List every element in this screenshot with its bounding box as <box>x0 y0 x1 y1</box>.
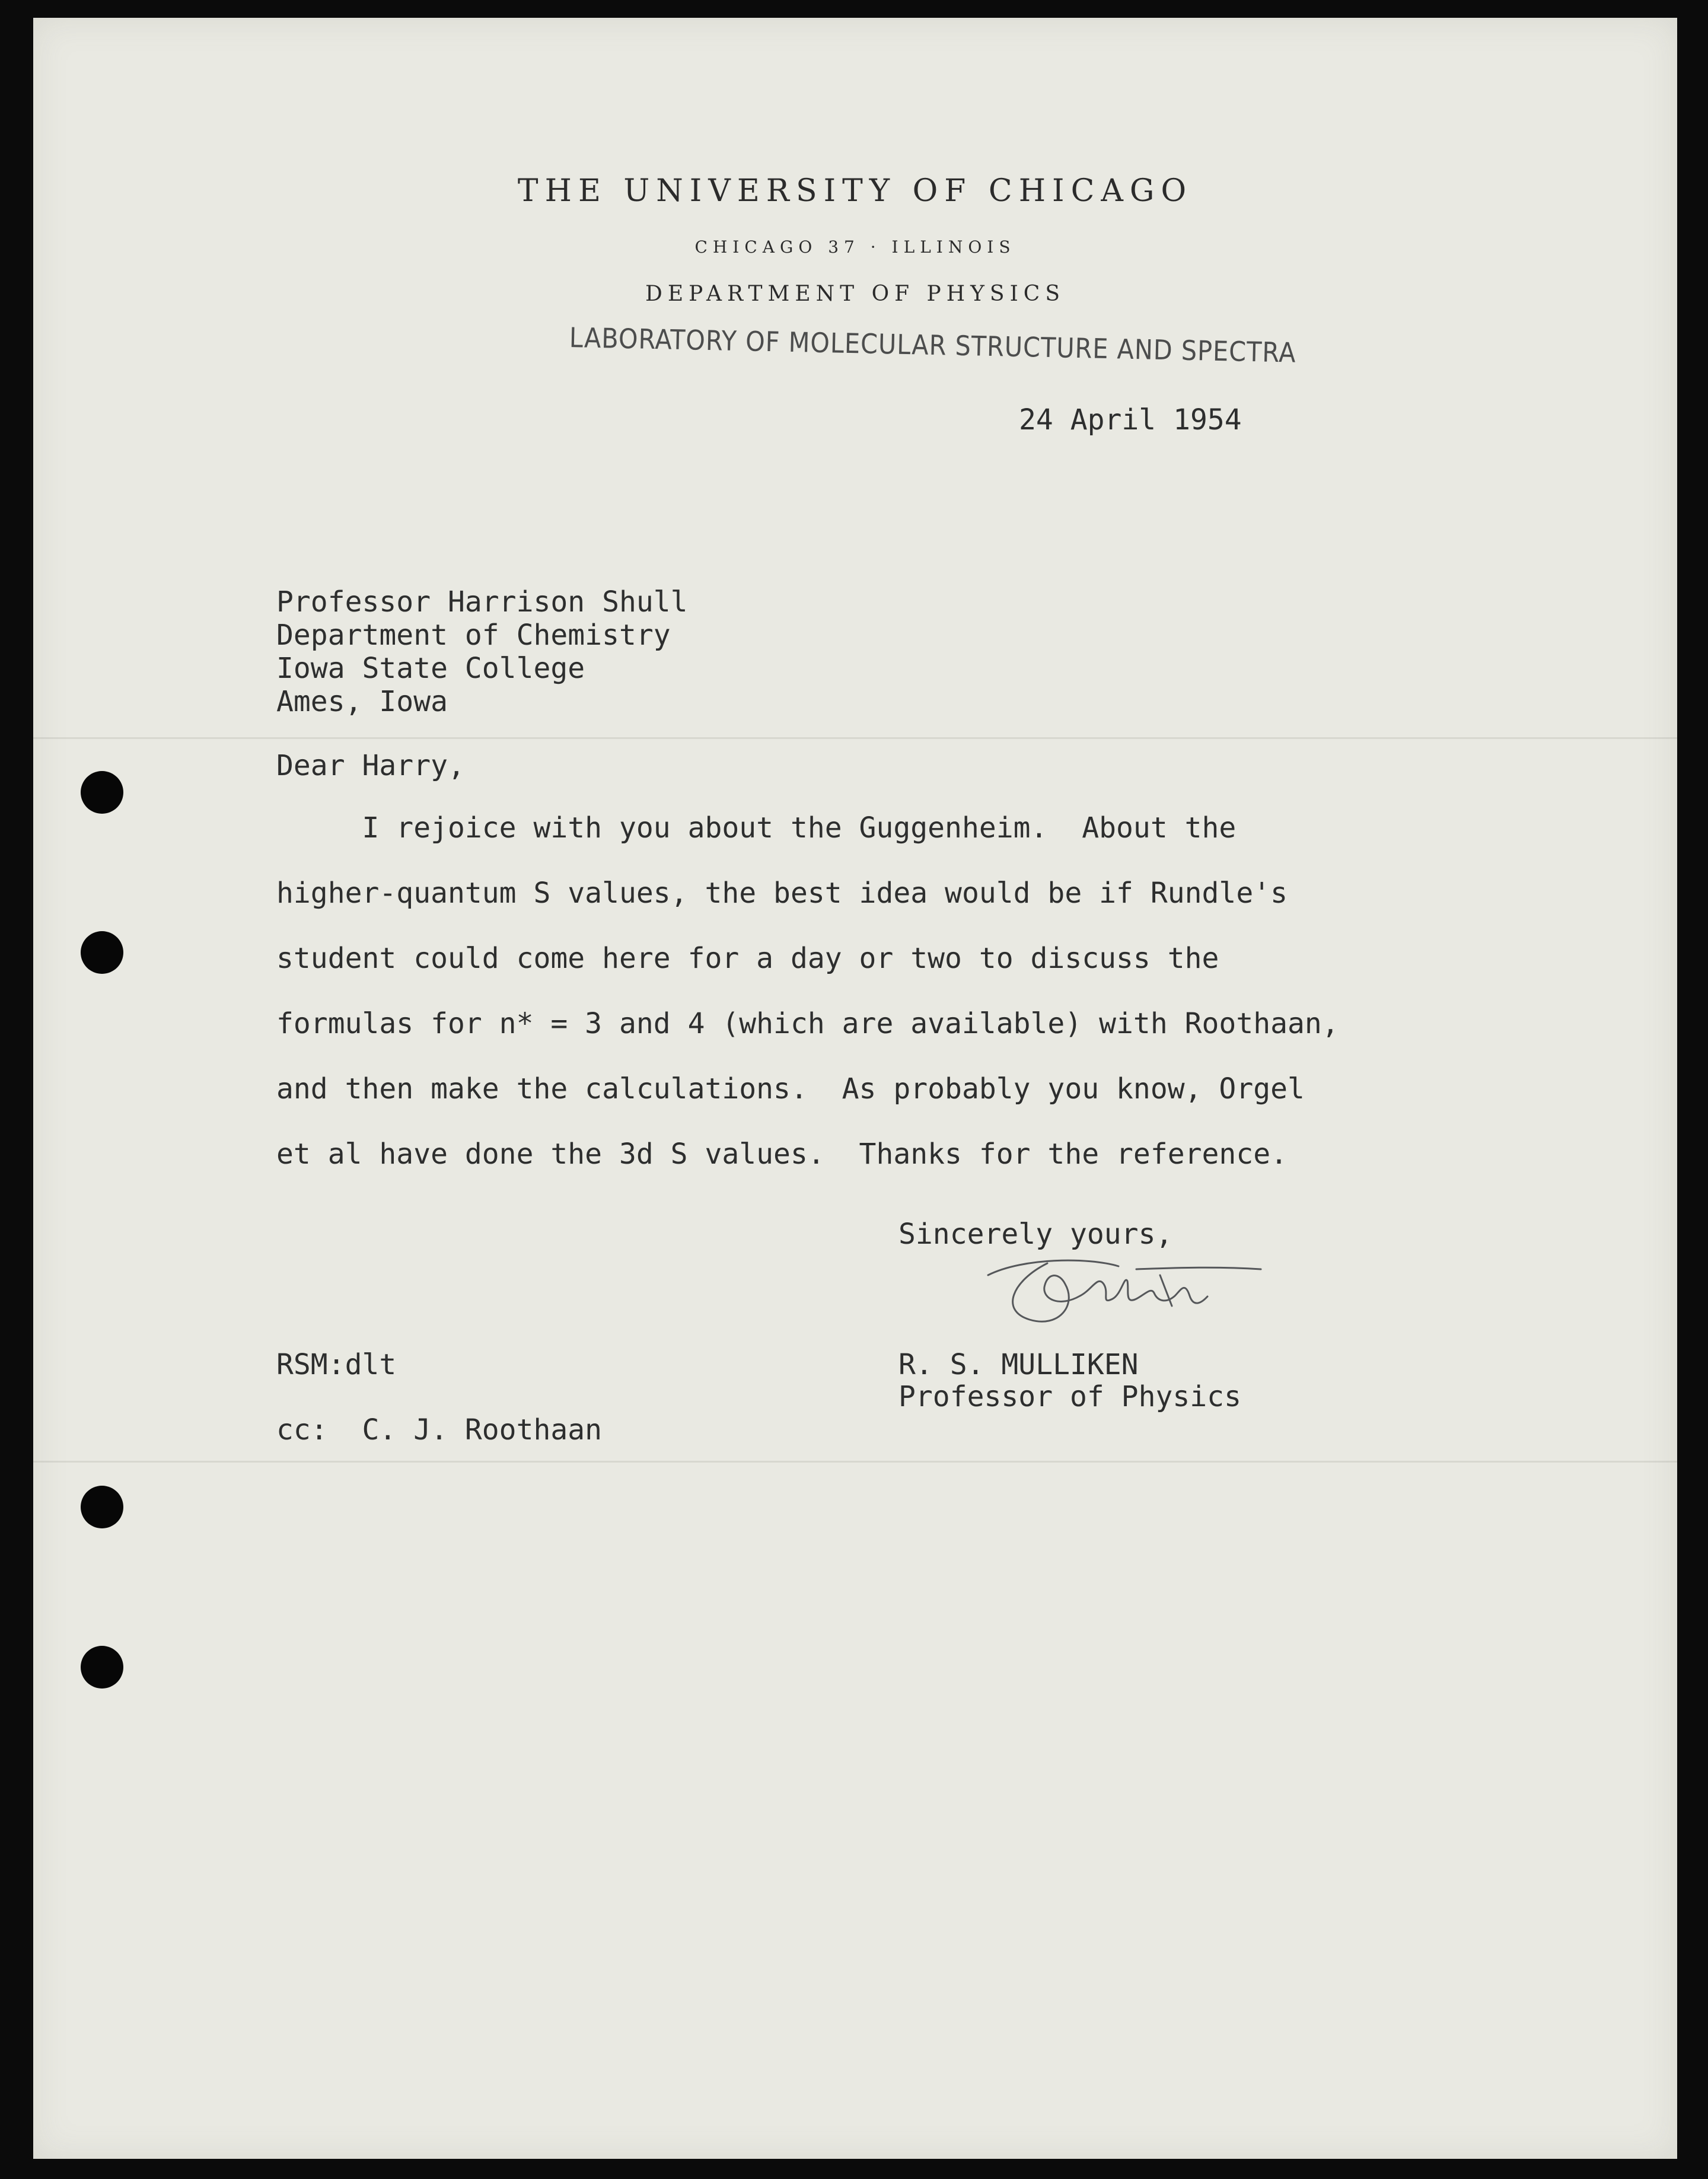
body-line: student could come here for a day or two to discuss the <box>276 942 1219 975</box>
body-line: higher-quantum S values, the best idea would be if Rundle's <box>276 877 1288 910</box>
letter-date: 24 April 1954 <box>1019 403 1242 437</box>
laboratory-stamp: LABORATORY OF MOLECULAR STRUCTURE AND SPECTRA <box>569 321 1297 369</box>
body-line: I rejoice with you about the Guggenheim. About the <box>276 811 1237 845</box>
signer-name: R. S. MULLIKEN <box>898 1348 1139 1381</box>
salutation: Dear Harry, <box>276 749 465 782</box>
punch-hole <box>81 771 123 814</box>
punch-hole <box>81 1646 123 1689</box>
letter-page <box>33 18 1677 2159</box>
handwritten-signature <box>976 1240 1302 1340</box>
punch-hole <box>81 1486 123 1528</box>
fold-line <box>33 737 1677 739</box>
recipient-line: Ames, Iowa <box>276 685 448 718</box>
cc-line: cc: C. J. Roothaan <box>276 1413 603 1447</box>
fold-line <box>33 1461 1677 1463</box>
letterhead-department: DEPARTMENT OF PHYSICS <box>645 282 1066 306</box>
signer-title: Professor of Physics <box>898 1380 1241 1413</box>
body-line: and then make the calculations. As probably you know, Orgel <box>276 1072 1305 1106</box>
closing: Sincerely yours, <box>898 1218 1173 1251</box>
punch-hole <box>81 931 123 974</box>
letterhead-city: CHICAGO 37 · ILLINOIS <box>694 237 1016 257</box>
recipient-line: Iowa State College <box>276 652 585 685</box>
letterhead-university: THE UNIVERSITY OF CHICAGO <box>517 173 1193 209</box>
body-line: et al have done the 3d S values. Thanks for the reference. <box>276 1138 1288 1171</box>
reference-initials: RSM:dlt <box>276 1348 397 1381</box>
recipient-line: Professor Harrison Shull <box>276 585 688 619</box>
recipient-line: Department of Chemistry <box>276 619 671 652</box>
body-line: formulas for n* = 3 and 4 (which are available) with Roothaan, <box>276 1007 1339 1040</box>
